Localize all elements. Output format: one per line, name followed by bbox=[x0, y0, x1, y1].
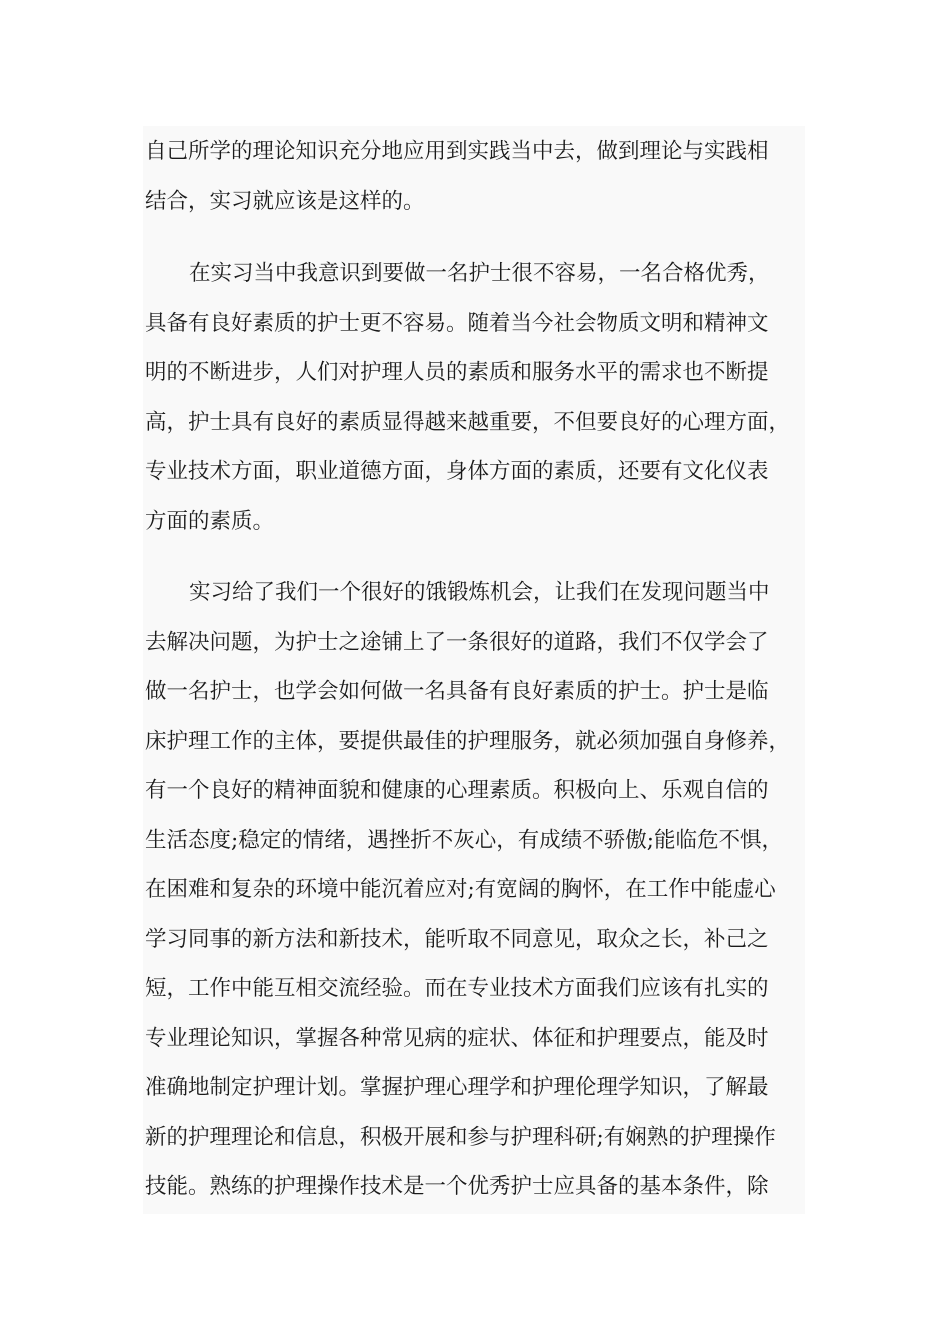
text-line: 自己所学的理论知识充分地应用到实践当中去，做到理论与实践相 bbox=[145, 139, 769, 164]
text-line: 床护理工作的主体，要提供最佳的护理服务，就必须加强自身修养， bbox=[145, 729, 791, 754]
text-line: 具备有良好素质的护士更不容易。随着当今社会物质文明和精神文 bbox=[145, 311, 769, 336]
text-body bbox=[143, 126, 805, 1214]
text-line: 短，工作中能互相交流经验。而在专业技术方面我们应该有扎实的 bbox=[145, 976, 769, 1001]
text-line: 结合，实习就应该是这样的。 bbox=[145, 189, 425, 214]
text-line: 做一名护士，也学会如何做一名具备有良好素质的护士。护士是临 bbox=[145, 679, 769, 704]
text-line: 学习同事的新方法和新技术，能听取不同意见，取众之长，补己之 bbox=[145, 927, 769, 952]
text-line: 高，护士具有良好的素质显得越来越重要，不但要良好的心理方面， bbox=[145, 410, 791, 435]
text-line: 专业理论知识，掌握各种常见病的症状、体征和护理要点，能及时 bbox=[145, 1026, 769, 1051]
text-line: 去解决问题，为护士之途铺上了一条很好的道路，我们不仅学会了 bbox=[145, 630, 769, 655]
paragraph-first-line: 在实习当中我意识到要做一名护士很不容易，一名合格优秀， bbox=[189, 261, 770, 286]
text-line: 方面的素质。 bbox=[145, 509, 275, 534]
text-line: 明的不断进步，人们对护理人员的素质和服务水平的需求也不断提 bbox=[145, 360, 769, 385]
paragraph-first-line: 实习给了我们一个很好的饿锻炼机会，让我们在发现问题当中 bbox=[189, 580, 770, 605]
text-line: 生活态度;稳定的情绪，遇挫折不灰心，有成绩不骄傲;能临危不惧， bbox=[145, 828, 783, 853]
text-line: 技能。熟练的护理操作技术是一个优秀护士应具备的基本条件，除 bbox=[145, 1174, 769, 1199]
text-line: 在困难和复杂的环境中能沉着应对;有宽阔的胸怀，在工作中能虚心 bbox=[145, 877, 776, 902]
text-line: 有一个良好的精神面貌和健康的心理素质。积极向上、乐观自信的 bbox=[145, 778, 769, 803]
text-line: 准确地制定护理计划。掌握护理心理学和护理伦理学知识，了解最 bbox=[145, 1075, 769, 1100]
text-line: 专业技术方面，职业道德方面，身体方面的素质，还要有文化仪表 bbox=[145, 459, 769, 484]
text-line: 新的护理理论和信息，积极开展和参与护理科研;有娴熟的护理操作 bbox=[145, 1125, 776, 1150]
